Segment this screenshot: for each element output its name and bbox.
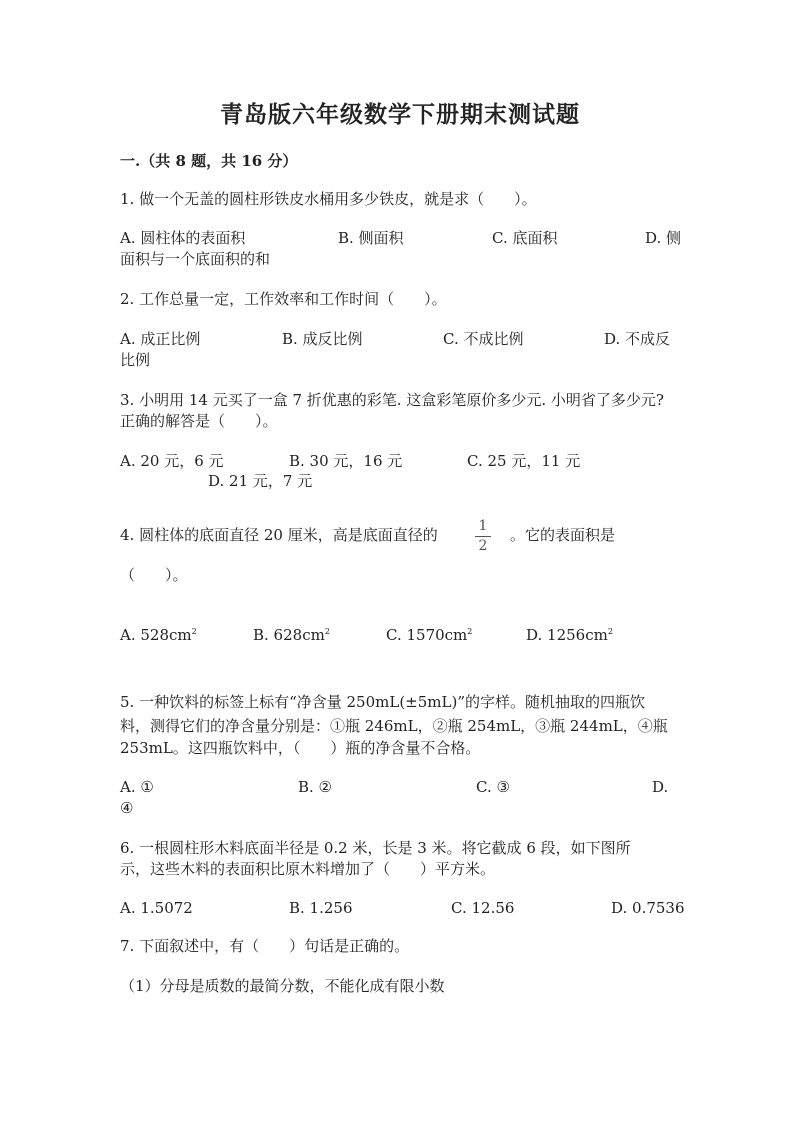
- fraction-numerator: 1: [478, 518, 488, 534]
- section-heading: 一.（共 8 题，共 16 分）: [120, 152, 298, 170]
- question-1-option-a: A. 圆柱体的表面积: [120, 229, 246, 247]
- question-2-stem: 2. 工作总量一定，工作效率和工作时间（ ）。: [120, 290, 447, 308]
- question-4-fraction: [471, 518, 495, 555]
- fraction-bar: [475, 536, 491, 537]
- question-5-stem-line-2: 料，测得它们的净含量分别是：①瓶 246mL，②瓶 254mL，③瓶 244mL，④瓶: [120, 717, 668, 735]
- question-4-stem-continued: 。它的表面积是: [510, 526, 616, 544]
- page-title: 青岛版六年级数学下册期末测试题: [220, 101, 580, 128]
- question-7-stem: 7. 下面叙述中，有（ ）句话是正确的。: [120, 937, 410, 955]
- question-2-option-c: C. 不成比例: [443, 330, 524, 348]
- question-1-option-d-continued: 面积与一个底面积的和: [120, 250, 271, 268]
- question-3-option-b: B. 30 元，16 元: [289, 452, 403, 470]
- question-1-option-c: C. 底面积: [492, 229, 558, 247]
- question-5-option-c: C. ③: [476, 778, 510, 796]
- question-1-stem: 1. 做一个无盖的圆柱形铁皮水桶用多少铁皮，就是求（ ）。: [120, 190, 537, 208]
- question-4-option-c: C. $1570cm^2$: [386, 626, 473, 644]
- question-5-stem-line-3: 253mL。这四瓶饮料中，（ ）瓶的净含量不合格。: [120, 739, 481, 757]
- question-4-option-d: D. $1256cm^2$: [526, 626, 613, 644]
- question-6-option-c: C. 12.56: [451, 899, 515, 917]
- question-5-option-a: A. ①: [120, 778, 154, 796]
- question-6-option-d: D. 0.7536: [611, 899, 685, 917]
- question-4-option-b: B. $628cm^2$: [253, 626, 330, 644]
- question-3-option-c: C. 25 元，11 元: [467, 452, 581, 470]
- question-7-item-1: （1）分母是质数的最简分数，不能化成有限小数: [120, 977, 445, 995]
- question-1-option-b: B. 侧面积: [338, 229, 404, 247]
- question-2-option-d: D. 不成反: [604, 330, 671, 348]
- question-5-stem-line-1: 5. 一种饮料的标签上标有“净含量 250mL(±5mL)”的字样。随机抽取的四瓶饮: [120, 693, 646, 711]
- question-6-stem-line-1: 6. 一根圆柱形木料底面半径是 0.2 米，长是 3 米。将它截成 6 段，如下图所: [120, 839, 631, 857]
- question-5-option-b: B. ②: [298, 778, 333, 796]
- question-2-option-d-continued: 比例: [120, 351, 151, 369]
- question-5-option-d-continued: ④: [120, 799, 134, 817]
- question-2-option-b: B. 成反比例: [282, 330, 363, 348]
- question-5-option-d: D.: [652, 778, 669, 796]
- question-3-stem-line-1: 3. 小明用 14 元买了一盒 7 折优惠的彩笔. 这盒彩笔原价多少元. 小明省了多少元?: [120, 391, 664, 409]
- question-2-option-a: A. 成正比例: [120, 330, 201, 348]
- question-6-stem-line-2: 示，这些木料的表面积比原木料增加了（ ）平方米。: [120, 860, 496, 878]
- question-4-answer-blank: （ ）。: [120, 566, 188, 584]
- question-3-option-a: A. 20 元，6 元: [120, 452, 224, 470]
- question-3-option-d: D. 21 元，7 元: [208, 472, 313, 490]
- question-4-stem: 4. 圆柱体的底面直径 20 厘米，高是底面直径的: [120, 526, 438, 544]
- question-1-option-d: D. 侧: [645, 229, 682, 247]
- question-4-option-a: A. $528cm^2$: [120, 626, 197, 644]
- question-3-stem-line-2: 正确的解答是（ ）。: [120, 412, 278, 430]
- fraction-denominator: 2: [478, 538, 488, 554]
- question-6-option-b: B. 1.256: [289, 899, 353, 917]
- question-6-option-a: A. 1.5072: [120, 899, 193, 917]
